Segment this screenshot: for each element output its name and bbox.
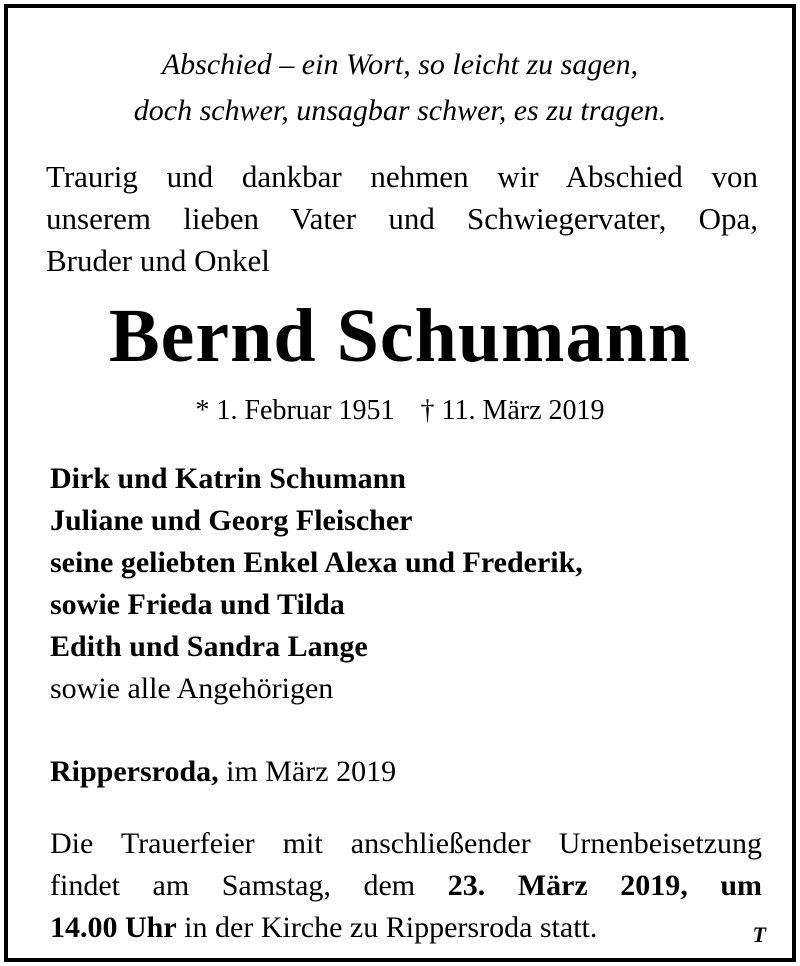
intro-line: Traurig und dankbar nehmen wir Abschied von	[46, 159, 758, 194]
publisher-mark: T	[752, 922, 766, 947]
mourner-line: seine geliebten Enkel Alexa und Frederik,	[50, 546, 583, 579]
death-date: † 11. März 2019	[420, 395, 605, 426]
funeral-line	[50, 907, 762, 949]
poem-line: doch schwer, unsagbar schwer, es zu tragen.	[133, 94, 667, 127]
mourner-line: Juliane und Georg Fleischer	[50, 504, 413, 537]
obituary-frame	[4, 4, 796, 962]
poem-line: Abschied – ein Wort, so leicht zu sagen,	[161, 48, 639, 81]
funeral-text: findet am Samstag, dem	[50, 869, 416, 902]
month-year: im März 2019	[226, 755, 397, 788]
intro-line: unserem lieben Vater und Schwiegervater, Opa,	[46, 201, 758, 236]
place-date	[50, 752, 396, 792]
mourners-list	[50, 458, 770, 710]
mourner-line: Dirk und Katrin Schumann	[50, 462, 406, 495]
funeral-location: in der Kirche zu Rippersroda statt.	[184, 911, 598, 944]
funeral-date: 23. März 2019, um	[447, 869, 762, 902]
funeral-time: 14.00 Uhr	[50, 911, 177, 944]
life-dates	[8, 393, 792, 429]
mourner-line: Edith und Sandra Lange	[50, 630, 368, 663]
deceased-name: Bernd Schumann	[108, 294, 692, 378]
poem	[8, 42, 792, 134]
mourner-line: sowie alle Angehörigen	[50, 672, 334, 705]
birth-date: * 1. Februar 1951	[195, 395, 395, 426]
mourner-line: sowie Frieda und Tilda	[50, 588, 345, 621]
funeral-line	[50, 865, 762, 907]
funeral-notice	[50, 823, 762, 949]
intro-line: Bruder und Onkel	[46, 243, 270, 278]
town: Rippersroda,	[50, 755, 219, 788]
funeral-line: Die Trauerfeier mit anschließender Urnenbeisetzung	[50, 827, 762, 860]
intro-text	[46, 156, 758, 282]
